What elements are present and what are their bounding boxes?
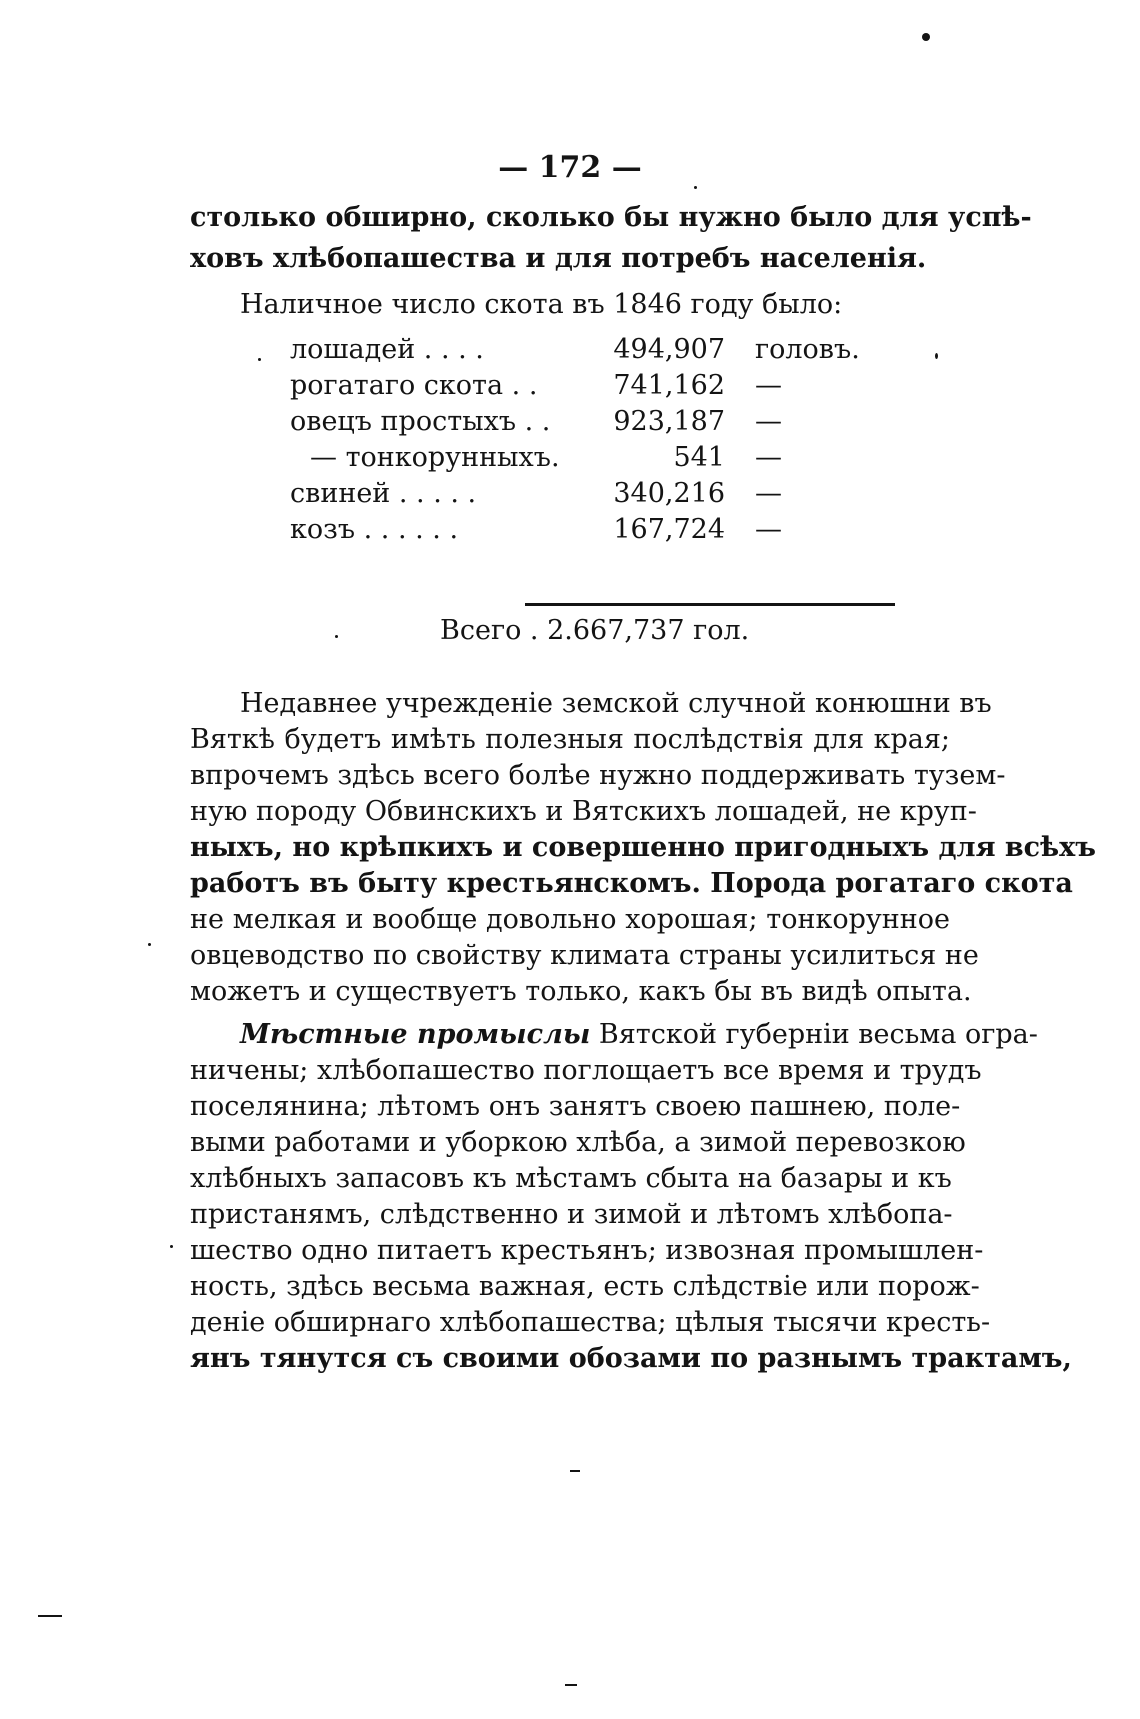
livestock-label: рогатаго скота . . [290,370,538,401]
table-heading: Наличное число скота въ 1846 году было: [240,289,843,320]
livestock-row [290,334,860,370]
livestock-unit: — [755,406,782,437]
scan-mark [565,1684,577,1686]
total-value: 2.667,737 [547,615,685,646]
livestock-label: козъ . . . . . . [290,514,459,545]
total-label: Всего . [440,615,548,646]
livestock-value: 494,907 [613,334,725,365]
livestock-value: 167,724 [613,514,725,545]
paragraph-line: не мелкая и вообще довольно хорошая; тонкорунное [190,904,950,935]
paragraph-line: пристанямъ, слѣдственно и зимой и лѣтомъ хлѣбопа- [190,1199,953,1230]
total-row [440,615,840,651]
paragraph-line: выми работами и уборкою хлѣба, а зимой перевозкою [190,1127,966,1158]
scan-speck [335,635,338,638]
paragraph-line: работъ въ быту крестьянскомъ. Порода рогатаго скота [190,868,1073,899]
paragraph-line: можетъ и существуетъ только, какъ бы въ видѣ опыта. [190,976,972,1007]
paragraph-line: деніе обширнаго хлѣбопашества; цѣлыя тысячи кресть- [190,1307,991,1338]
page-number: — 172 — [498,150,642,185]
intro-line-2: ховъ хлѣбопашества и для потребъ населенія. [190,243,927,274]
paragraph-line: впрочемъ здѣсь всего болѣе нужно поддерживать тузем- [190,760,1006,791]
livestock-row [290,478,850,514]
livestock-unit: — [755,442,782,473]
livestock-unit: головъ. [755,334,860,365]
scan-mark [570,1470,580,1472]
livestock-row [290,370,850,406]
scan-speck [935,353,938,359]
paragraph-line: хлѣбныхъ запасовъ къ мѣстамъ сбыта на базары и къ [190,1163,952,1194]
intro-line-1: столько обширно, сколько бы нужно было для успѣ- [190,202,1032,233]
paragraph-line: янъ тянутся съ своими обозами по разнымъ трактамъ, [190,1343,1072,1374]
livestock-value: 923,187 [613,406,725,437]
livestock-label: свиней . . . . . [290,478,477,509]
livestock-label: — тонкорунныхъ. [310,442,560,473]
scan-speck [694,186,697,189]
livestock-unit: — [755,514,782,545]
livestock-value: 541 [673,442,725,473]
scan-speck [170,1245,173,1248]
section-title-italic: Мѣстные промыслы [240,1019,591,1050]
total-unit: гол. [684,615,750,646]
scan-mark [38,1615,62,1617]
paragraph-line: овцеводство по свойству климата страны усилиться не [190,940,979,971]
livestock-value: 741,162 [613,370,725,401]
livestock-label: лошадей . . . . [290,334,484,365]
scan-speck [922,33,930,41]
paragraph-line: ныхъ, но крѣпкихъ и совершенно пригодныхъ для всѣхъ [190,832,1096,863]
livestock-label: овецъ простыхъ . . [290,406,551,437]
scan-speck [148,943,151,946]
livestock-row [290,442,850,478]
livestock-unit: — [755,370,782,401]
livestock-row [290,406,850,442]
paragraph-line: ную породу Обвинскихъ и Вятскихъ лошадей, не круп- [190,796,977,827]
paragraph-line: шество одно питаетъ крестьянъ; извозная промышлен- [190,1235,984,1266]
livestock-row [290,514,850,550]
livestock-value: 340,216 [613,478,725,509]
paragraph-line: ничены; хлѣбопашество поглощаетъ все время и трудъ [190,1055,982,1086]
paragraph-line: Вяткѣ будетъ имѣть полезныя послѣдствія для края; [190,724,950,755]
paragraph-line: Недавнее учрежденіе земской случной конюшни въ [240,688,992,719]
scan-speck [258,358,261,361]
paragraph-line: ность, здѣсь весьма важная, есть слѣдствіе или порож- [190,1271,980,1302]
paragraph-line: поселянина; лѣтомъ онъ занятъ своею пашнею, поле- [190,1091,961,1122]
sum-rule [525,603,895,606]
livestock-unit: — [755,478,782,509]
paragraph-text: Вятской губерніи весьма огра- [590,1019,1038,1050]
paragraph-line [240,1017,1038,1053]
